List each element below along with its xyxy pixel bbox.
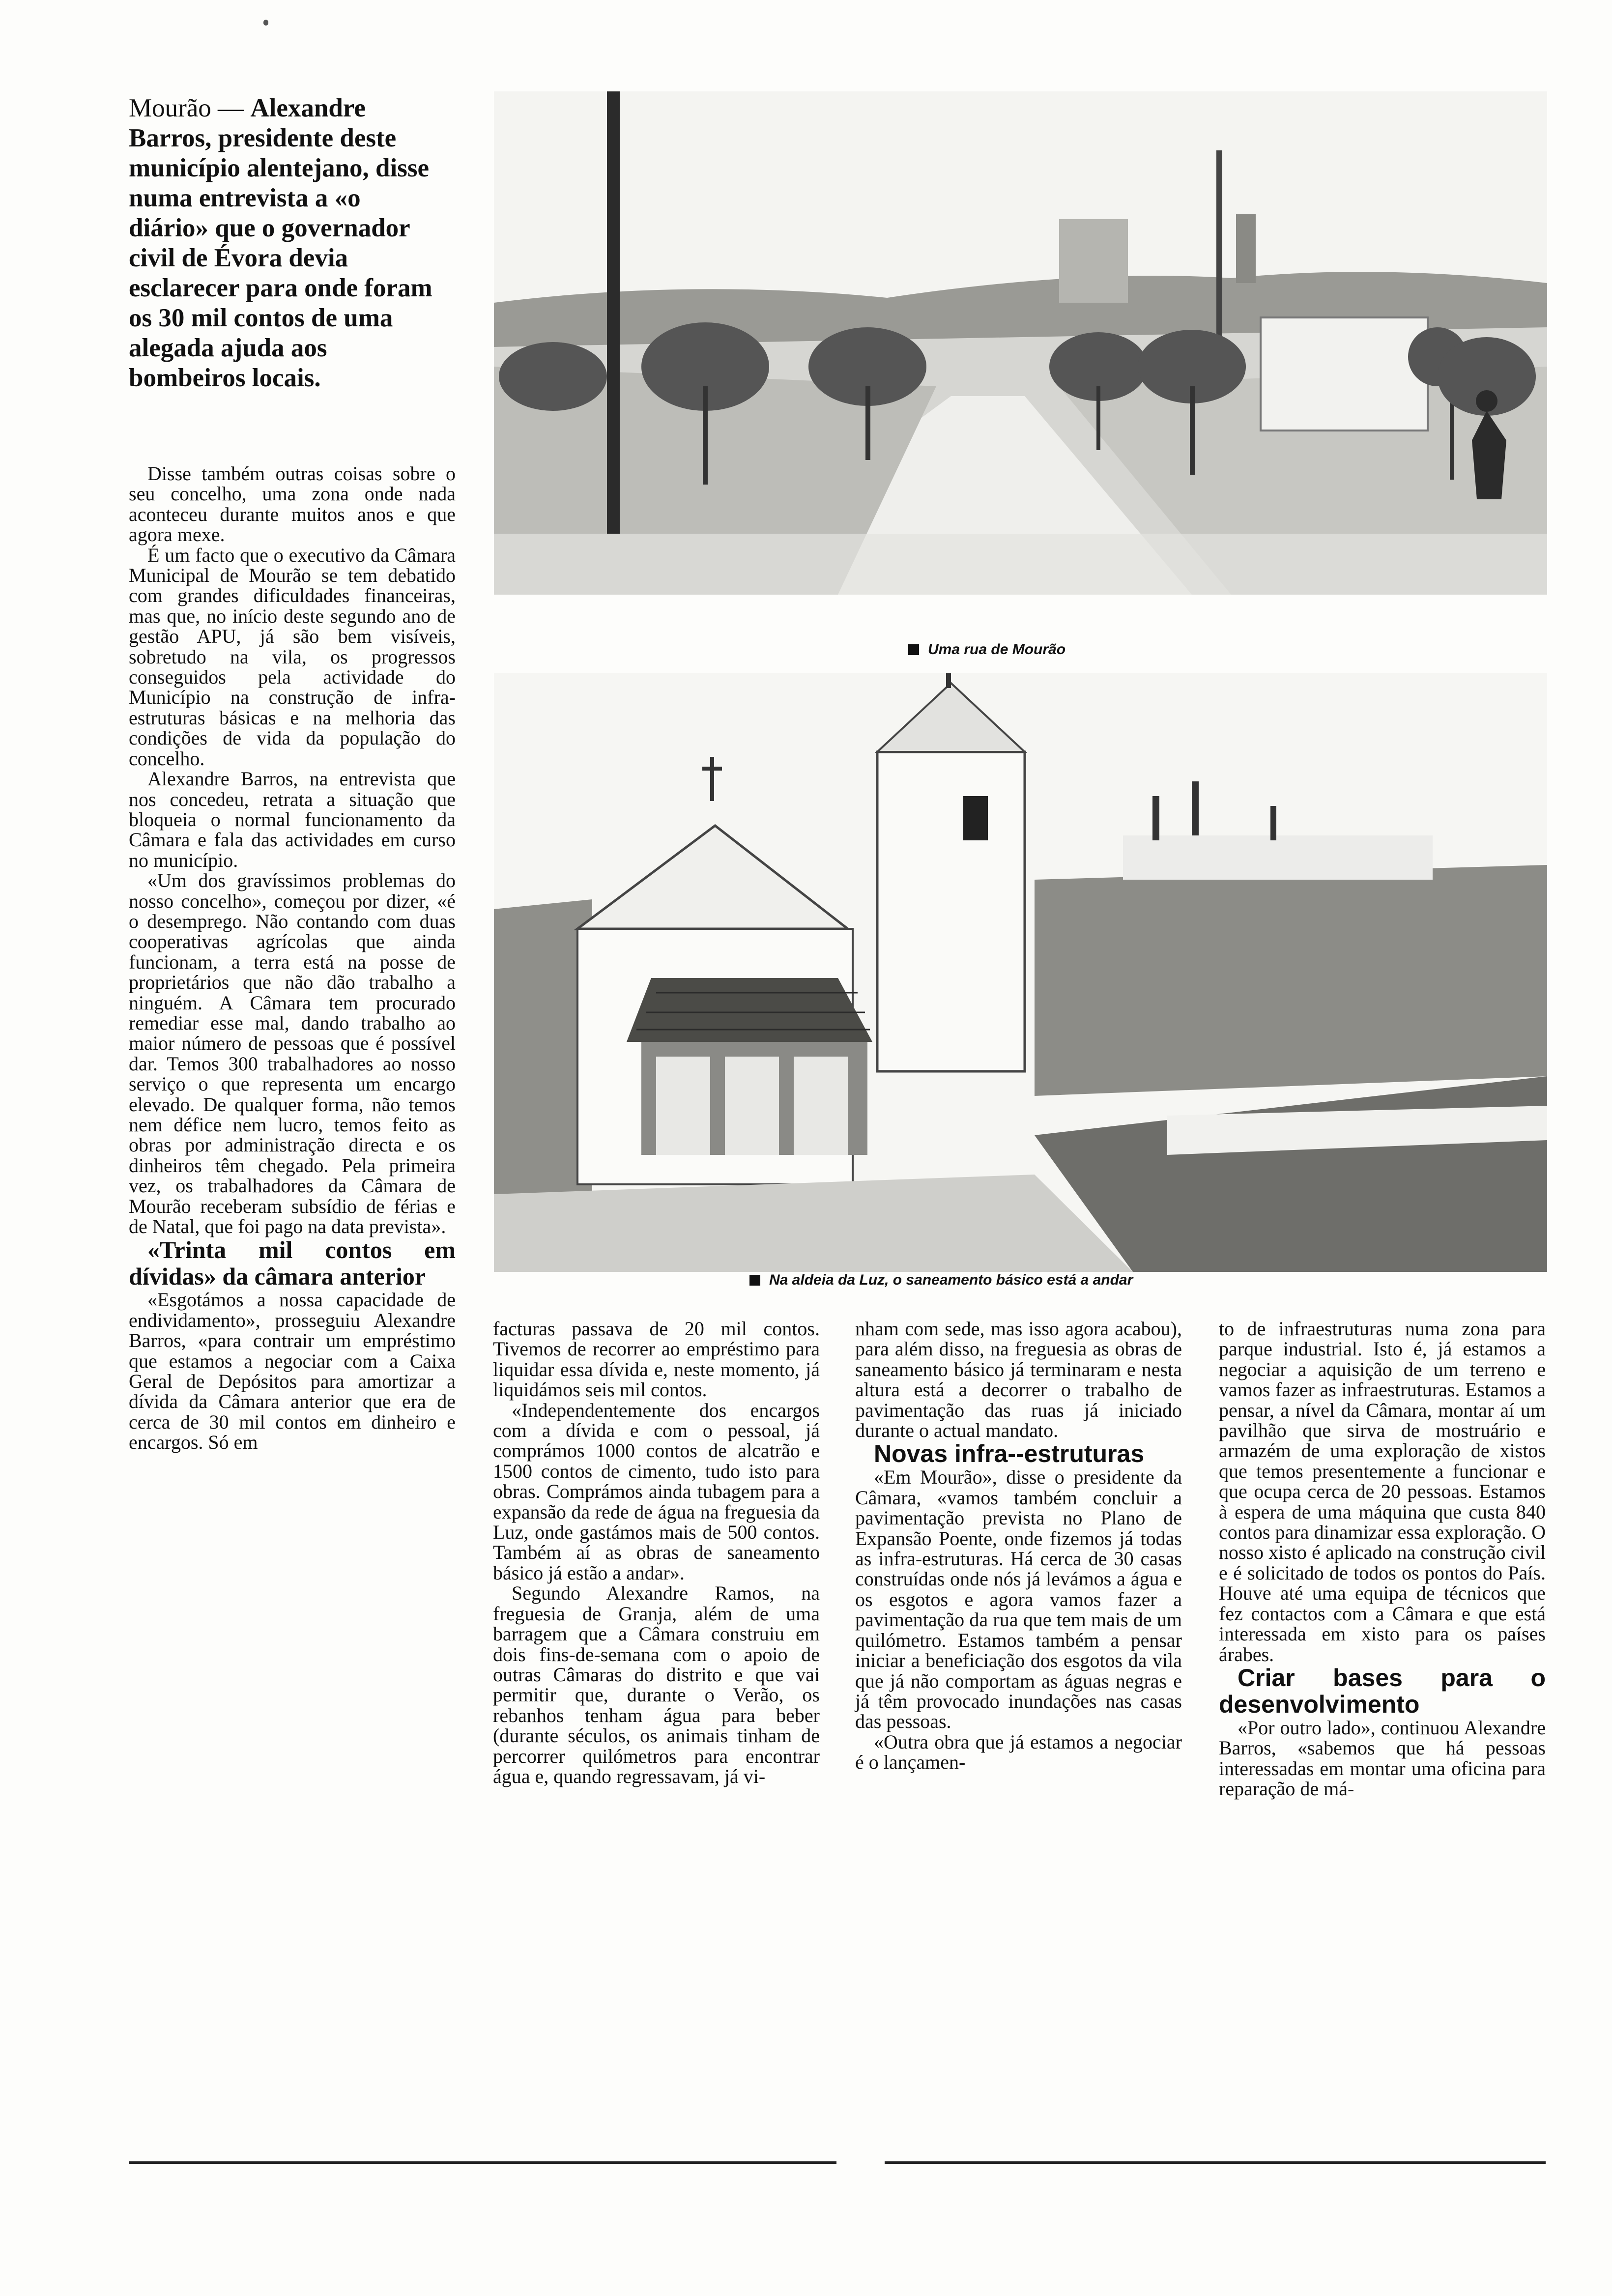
- col2-paragraph-1: facturas passava de 20 mil contos. Tivemos de recorrer ao empréstimo para liquidar essa dívida e, neste momento, já liquidámos seis mil contos.: [493, 1318, 820, 1401]
- col3-paragraph-1: nham com sede, mas isso agora acabou), para além disso, na freguesia as obras de saneamento básico já terminaram e nesta altura está a decorrer o trabalho de pavimentação das ruas já iniciado durante o actual mandato.: [855, 1318, 1182, 1442]
- col1-paragraph-3: Alexandre Barros, na entrevista que nos concedeu, retrata a situação que bloqueia o normal funcionamento da Câmara e fala das actividades em curso no município.: [129, 768, 456, 871]
- lead-paragraph: [129, 93, 443, 393]
- col4-paragraph-2: «Por outro lado», continuou Alexandre Barros, «sabemos que há pessoas interessadas em montar uma oficina para reparação de má-: [1219, 1716, 1546, 1800]
- col1-paragraph-1: Disse também outras coisas sobre o seu concelho, uma zona onde nada aconteceu durante muitos anos e que agora mexe.: [129, 462, 456, 546]
- caption-marker: [749, 1275, 760, 1286]
- bottom-rule-right: [885, 2161, 1546, 2164]
- col1-paragraph-2: É um facto que o executivo da Câmara Municipal de Mourão se tem debatido com grandes dificuldades financeiras, mas que, no início deste segundo ano de gestão APU, já são bem visíveis, sobretudo na vila, os progressos conseguidos pela actividade do Município na construção de infra-estruturas básicas e na melhoria das condições de vida da população do concelho.: [129, 544, 456, 770]
- photo-street-mourao: [494, 91, 1547, 595]
- col1-paragraph-5: «Esgotámos a nossa capacidade de endividamento», prosseguiu Alexandre Barros, «para contrair um empréstimo que estamos a negociar com a Caixa Geral de Depósitos para amortizar a dívida da Câmara anterior que era de cerca de 30 mil contos em dinheiro e encargos. Só em: [129, 1289, 456, 1454]
- col1-heading: «Trinta mil contos em dívidas» da câmara anterior: [129, 1236, 456, 1291]
- caption-chapel-text: Na aldeia da Luz, o saneamento básico está a andar: [769, 1272, 1133, 1288]
- caption-marker: [908, 644, 919, 655]
- column-1: [129, 463, 456, 1453]
- column-4: [1219, 1319, 1546, 1799]
- col3-heading: Novas infra--estruturas: [874, 1440, 1145, 1468]
- photo-chapel-luz: [494, 673, 1547, 1272]
- col3-paragraph-3: «Outra obra que já estamos a negociar é o lançamen-: [855, 1730, 1182, 1774]
- column-2: [493, 1319, 820, 1786]
- column-3: [855, 1319, 1182, 1773]
- caption-street-text: Uma rua de Mourão: [928, 641, 1066, 658]
- street-photo-illustration: [494, 91, 1547, 595]
- col3-paragraph-2: «Em Mourão», disse o presidente da Câmara, «vamos também concluir a pavimentação prevista no Plano de Expansão Poente, onde fizemos já todas as infra-estruturas. Há cerca de 30 casas construídas onde nós já levámos a água e os esgotos e agora vamos fazer a pavimentação da rua que tem mais de um quilómetro. Estamos também a pensar iniciar a beneficiação dos esgotos da vila que já não comportam as águas negras e já têm provocado inundações nas casas das pessoas.: [855, 1466, 1182, 1733]
- lead-place: Mourão —: [129, 94, 244, 122]
- print-speck: [263, 20, 268, 26]
- col2-paragraph-2: «Independentemente dos encargos com a dívida e com o pessoal, já comprámos 1000 contos de alcatrão e 1500 contos de cimento, tudo isto para obras. Comprámos ainda tubagem para a expansão da rede de água na freguesia da Luz, onde gastámos mais de 500 contos. Também aí as obras de saneamento básico já estão a andar».: [493, 1399, 820, 1584]
- lead-text: Alexandre Barros, presidente deste município alentejano, disse numa entrevista a «o diário» que o governador civil de Évora devia esclarecer para onde foram os 30 mil contos de uma alegada ajuda aos bombeiros locais.: [129, 94, 432, 392]
- caption-photo-street: [908, 641, 1065, 658]
- col2-paragraph-3: Segundo Alexandre Ramos, na freguesia de Granja, além de uma barragem que a Câmara construiu em dois fins-de-semana com o apoio de outras Câmaras do distrito e que vai permitir que, durante o Verão, os rebanhos tenham água para beber (durante séculos, os animais tinham de percorrer quilómetros para encontrar água e, quando regressavam, já vi-: [493, 1582, 820, 1787]
- col1-paragraph-4: «Um dos gravíssimos problemas do nosso concelho», começou por dizer, «é o desemprego. Não contando com duas cooperativas agrícolas que ainda funcionam, a terra está na posse de proprietários que não dão trabalho a ninguém. A Câmara tem procurado remediar esse mal, dando trabalho ao maior número de pessoas que é possível dar. Temos 300 trabalhadores ao nosso serviço o que representa um encargo elevado. De qualquer forma, não temos nem défice nem lucro, temos feito as obras por administração directa e os dinheiros têm chegado. Pela primeira vez, os trabalhadores da Câmara de Mourão receberam subsídio de férias e de Natal, que foi pago na data prevista».: [129, 869, 456, 1238]
- caption-photo-chapel: [749, 1272, 1133, 1289]
- bottom-rule-left: [129, 2161, 836, 2164]
- chapel-photo-illustration: [494, 673, 1547, 1272]
- col4-heading: Criar bases para o desenvolvimento: [1219, 1664, 1546, 1718]
- col4-paragraph-1: to de infraestruturas numa zona para parque industrial. Isto é, já estamos a negociar a aquisição de um terreno e vamos fazer as infraestruturas. Estamos a pensar, a nível da Câmara, montar aí um pavilhão que sirva de mostruário e armazém de uma exploração de xistos que temos presentemente a funcionar e que ocupa cerca de 20 pessoas. Estamos à espera de uma máquina que custa 840 contos para dinamizar essa exploração. O nosso xisto é aplicado na construção civil e é solicitado de todos os pontos do País. Houve até uma equipa de técnicos que fez contactos com a Câmara e que está interessada em xisto para os países árabes.: [1219, 1318, 1546, 1665]
